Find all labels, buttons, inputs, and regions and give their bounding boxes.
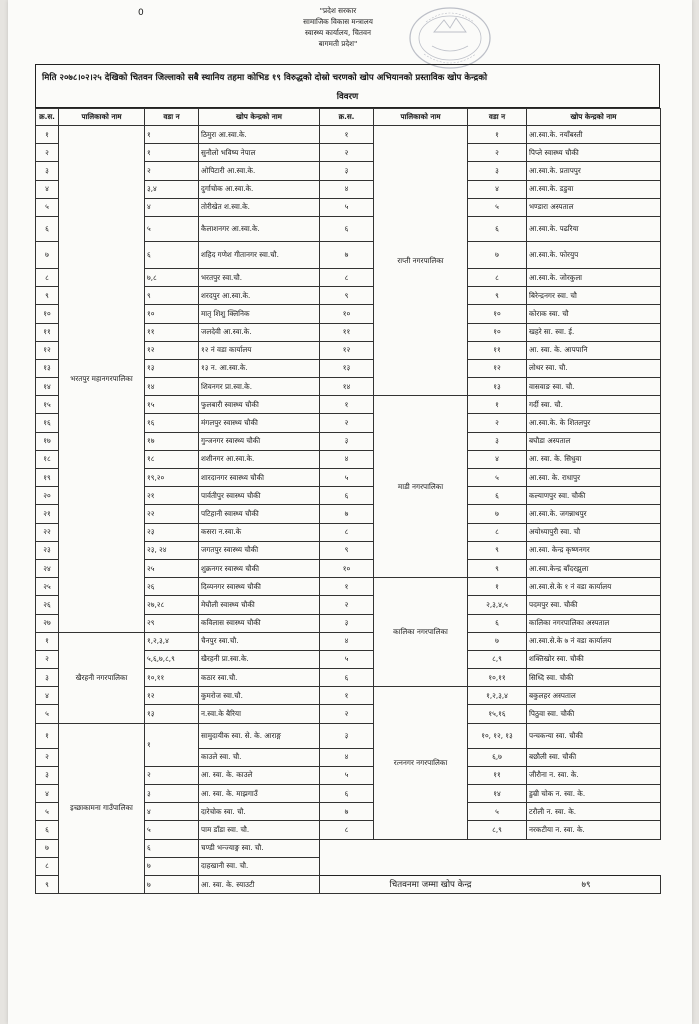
right-center-cell: शक्तिखोर स्वा. चौकी: [527, 650, 661, 668]
left-sn-cell: ११: [36, 323, 59, 341]
left-ward-cell: १: [145, 144, 199, 162]
left-center-cell: भरतपुर स्वा.चौ.: [199, 268, 320, 286]
right-center-cell: आ.स्वा.के. नयाँबस्ती: [527, 126, 661, 144]
left-ward-cell: ७: [145, 857, 199, 875]
left-sn-cell: १: [36, 723, 59, 748]
left-sn-cell: २४: [36, 559, 59, 577]
left-center-cell: सामुदायीक स्वा. से. के. आराङ्ग: [199, 723, 320, 748]
left-ward-cell: २६: [145, 578, 199, 596]
right-center-cell: आ. स्वा. के. आपपानि: [527, 341, 661, 359]
right-ward-cell: २: [468, 414, 527, 432]
right-center-cell: बकुलहर अस्पताल: [527, 687, 661, 705]
left-sn-cell: ३: [36, 162, 59, 180]
right-sn-cell: १०: [320, 305, 374, 323]
right-sn-cell: ९: [320, 287, 374, 305]
left-sn-cell: १२: [36, 341, 59, 359]
left-center-cell: मेघौली स्वास्थ्य चौकी: [199, 596, 320, 614]
left-sn-cell: ९: [36, 287, 59, 305]
right-ward-cell: ७: [468, 241, 527, 268]
right-palika-name-cell: माडी नगरपालिका: [374, 396, 468, 578]
left-ward-cell: १२: [145, 687, 199, 705]
left-sn-cell: २१: [36, 505, 59, 523]
left-ward-cell: १: [145, 723, 199, 766]
left-center-cell: दुर्गाचोक आ.स्वा.के.: [199, 180, 320, 198]
right-center-cell: कोराक स्वा. चौ: [527, 305, 661, 323]
left-sn-cell: ८: [36, 268, 59, 286]
letterhead-line: "प्रदेश सरकार: [319, 6, 357, 15]
right-center-cell: आ.स्वा.के. जगन्नाथपुर: [527, 505, 661, 523]
left-sn-cell: ७: [36, 839, 59, 857]
right-sn-cell: ८: [320, 523, 374, 541]
table-header-row: [36, 109, 661, 126]
right-ward-cell: १०: [468, 323, 527, 341]
right-ward-cell: १३: [468, 378, 527, 396]
right-center-cell: डुम्री चोक न. स्वा. के.: [527, 785, 661, 803]
right-sn-cell: ६: [320, 216, 374, 241]
right-center-cell: बिरेन्द्रनगर स्वा. चौ: [527, 287, 661, 305]
left-center-cell: तोरीखेत श.स्वा.के.: [199, 198, 320, 216]
left-ward-cell: १: [145, 126, 199, 144]
left-center-cell: आ. स्वा. के. काउले: [199, 766, 320, 784]
total-label: चितवनमा जम्मा खोप केन्द्र: [389, 879, 472, 890]
left-center-cell: फुलबारी स्वास्थ्य चौकी: [199, 396, 320, 414]
left-center-cell: शहिद गणेश गीतानगर स्वा.चौ.: [199, 241, 320, 268]
right-center-cell: आ.स्वा.के. प्रतापपुर: [527, 162, 661, 180]
right-ward-cell: ६: [468, 614, 527, 632]
left-sn-cell: ४: [36, 785, 59, 803]
left-center-cell: शशीनगर आ.स्वा.के.: [199, 450, 320, 468]
right-center-cell: पिठुवा स्वा. चौकी: [527, 705, 661, 723]
left-sn-cell: २०: [36, 487, 59, 505]
left-ward-cell: २३: [145, 523, 199, 541]
vaccination-centers-table: [35, 108, 661, 894]
right-center-cell: नरकटीया न. स्वा. के.: [527, 821, 661, 839]
right-sn-cell: ५: [320, 469, 374, 487]
left-sn-cell: २: [36, 650, 59, 668]
right-center-cell: गर्दी स्वा. चौ.: [527, 396, 661, 414]
right-sn-cell: ६: [320, 785, 374, 803]
left-sn-cell: ३: [36, 766, 59, 784]
right-ward-cell: १,२,३,४: [468, 687, 527, 705]
left-center-cell: आ. स्वा. के. माझगाउँ: [199, 785, 320, 803]
left-ward-cell: १०: [145, 305, 199, 323]
right-sn-cell: ९: [320, 541, 374, 559]
right-palika-name-cell: रत्ननगर नगरपालिका: [374, 687, 468, 839]
left-ward-cell: १४: [145, 378, 199, 396]
title-box: [35, 64, 660, 108]
right-ward-cell: ६: [468, 216, 527, 241]
left-center-cell: दाहखानी स्वा. चौ.: [199, 857, 320, 875]
right-sn-cell: २: [320, 596, 374, 614]
right-ward-cell: ९: [468, 559, 527, 577]
right-sn-cell: ५: [320, 766, 374, 784]
left-center-cell: जलदेवी आ.स्वा.के.: [199, 323, 320, 341]
right-ward-cell: १२: [468, 359, 527, 377]
document-sheet: [8, 0, 692, 1024]
left-center-cell: काउले स्वा. चौ.: [199, 748, 320, 766]
left-sn-cell: ५: [36, 803, 59, 821]
left-ward-cell: १०,११: [145, 669, 199, 687]
left-ward-cell: ६: [145, 839, 199, 857]
letterhead-line: स्वास्थ्य कार्यालय, चितवन: [304, 28, 372, 37]
left-center-cell: शरदपुर आ.स्वा.के.: [199, 287, 320, 305]
right-sn-cell: १: [320, 396, 374, 414]
right-center-cell: सिध्दि स्वा. चौकी: [527, 669, 661, 687]
right-sn-cell: ५: [320, 650, 374, 668]
right-palika-name-cell: कालिका नगरपालिका: [374, 578, 468, 687]
right-ward-cell: ७: [468, 632, 527, 650]
right-center-cell: टरौली न. स्वा. के.: [527, 803, 661, 821]
left-ward-cell: ६: [145, 241, 199, 268]
right-sn-cell: ७: [320, 505, 374, 523]
left-ward-cell: २७,२८: [145, 596, 199, 614]
left-ward-cell: १५: [145, 396, 199, 414]
right-ward-cell: ८,९: [468, 650, 527, 668]
left-center-cell: कसरा न.स्वा.के: [199, 523, 320, 541]
right-ward-cell: ८: [468, 523, 527, 541]
left-sn-cell: ४: [36, 180, 59, 198]
left-ward-cell: १२: [145, 341, 199, 359]
right-ward-cell: १०, १२, १३: [468, 723, 527, 748]
left-ward-cell: ११: [145, 323, 199, 341]
left-sn-cell: १: [36, 632, 59, 650]
right-center-cell: पिप्ले स्वास्थ्य चौकी: [527, 144, 661, 162]
right-center-cell: वासवाङ स्वा. चौ.: [527, 378, 661, 396]
right-sn-cell: ३: [320, 432, 374, 450]
right-sn-cell: ८: [320, 821, 374, 839]
left-center-cell: कठार स्वा.चौ.: [199, 669, 320, 687]
right-sn-cell: ४: [320, 632, 374, 650]
left-sn-cell: ८: [36, 857, 59, 875]
left-center-cell: पटिहानी स्वास्थ्य चौकी: [199, 505, 320, 523]
left-ward-cell: ३: [145, 785, 199, 803]
left-ward-cell: ४: [145, 198, 199, 216]
left-sn-cell: १८: [36, 450, 59, 468]
right-center-cell: कल्याणपुर स्वा. चौकी: [527, 487, 661, 505]
left-ward-cell: २९: [145, 614, 199, 632]
right-sn-cell: २: [320, 144, 374, 162]
right-center-cell: आ.स्वा.केन्द्र बाँदरझुला: [527, 559, 661, 577]
left-center-cell: दारेचोक स्वा. चौ.: [199, 803, 320, 821]
left-ward-cell: १९,२०: [145, 469, 199, 487]
right-center-cell: आ.स्वा.से.के १ नं वडा कार्यालय: [527, 578, 661, 596]
right-center-cell: आ.स्वा.के. डडुवा: [527, 180, 661, 198]
right-sn-cell: २: [320, 705, 374, 723]
right-center-cell: बछौली स्वा. चौकी: [527, 748, 661, 766]
left-ward-cell: १३: [145, 359, 199, 377]
right-sn-cell: ८: [320, 268, 374, 286]
right-sn-cell: ३: [320, 614, 374, 632]
right-ward-cell: ५: [468, 469, 527, 487]
right-sn-cell: १३: [320, 359, 374, 377]
left-ward-cell: १८: [145, 450, 199, 468]
right-sn-cell: १: [320, 578, 374, 596]
total-value: ७९: [581, 879, 591, 890]
right-ward-cell: ५: [468, 803, 527, 821]
left-ward-cell: २: [145, 162, 199, 180]
right-center-cell: आ.स्वा.के. पढरिया: [527, 216, 661, 241]
right-ward-cell: ९: [468, 541, 527, 559]
right-center-cell: आ.स्वा. के. राधापुर: [527, 469, 661, 487]
left-sn-cell: १७: [36, 432, 59, 450]
left-center-cell: १३ न. आ.स्वा.के.: [199, 359, 320, 377]
right-ward-cell: ४: [468, 180, 527, 198]
left-sn-cell: २७: [36, 614, 59, 632]
right-ward-cell: ७: [468, 505, 527, 523]
left-center-cell: चैनपुर स्वा.चौ.: [199, 632, 320, 650]
left-sn-cell: ६: [36, 821, 59, 839]
left-center-cell: मंगलपुर स्वास्थ्य चौकी: [199, 414, 320, 432]
right-sn-cell: ६: [320, 669, 374, 687]
left-ward-cell: ९: [145, 287, 199, 305]
left-palika-name-cell: भरतपुर महानगरपालिका: [59, 126, 145, 633]
left-palika-name-cell: इच्छाकामना गाउँपालिका: [59, 723, 145, 894]
left-center-cell: न.स्वा.के बैरिया: [199, 705, 320, 723]
right-sn-cell: ४: [320, 180, 374, 198]
left-sn-cell: २५: [36, 578, 59, 596]
right-center-cell: आ.स्वा.के. के शितलपुर: [527, 414, 661, 432]
right-ward-cell: २,३,४,५: [468, 596, 527, 614]
right-center-cell: पदमपुर स्वा. चौकी: [527, 596, 661, 614]
right-sn-cell: १: [320, 126, 374, 144]
left-sn-cell: ७: [36, 241, 59, 268]
right-center-cell: बघौडा अस्पताल: [527, 432, 661, 450]
right-sn-cell: २: [320, 414, 374, 432]
left-ward-cell: ७,८: [145, 268, 199, 286]
left-ward-cell: ५,६,७,८,९: [145, 650, 199, 668]
right-ward-cell: १०,११: [468, 669, 527, 687]
right-sn-cell: ६: [320, 487, 374, 505]
left-ward-cell: २१: [145, 487, 199, 505]
right-sn-cell: ७: [320, 241, 374, 268]
right-center-cell: पन्चकन्या स्वा. चौकी: [527, 723, 661, 748]
letterhead: [248, 5, 428, 49]
right-sn-cell: ४: [320, 450, 374, 468]
left-sn-cell: ९: [36, 875, 59, 893]
table-row: [36, 126, 661, 144]
left-ward-cell: ५: [145, 821, 199, 839]
left-center-cell: मातृ शिशु क्लिनिक: [199, 305, 320, 323]
left-ward-cell: २३, २४: [145, 541, 199, 559]
left-sn-cell: १: [36, 126, 59, 144]
left-center-cell: कुमरोज स्वा.चौ.: [199, 687, 320, 705]
left-center-cell: ओपिटारी आ.स्वा.के.: [199, 162, 320, 180]
left-ward-cell: १,२,३,४: [145, 632, 199, 650]
right-ward-cell: ११: [468, 341, 527, 359]
left-ward-cell: ४: [145, 803, 199, 821]
left-palika-name-cell: खैरहनी नगरपालिका: [59, 632, 145, 723]
right-ward-cell: १५,१६: [468, 705, 527, 723]
left-ward-cell: ५: [145, 216, 199, 241]
left-ward-cell: २५: [145, 559, 199, 577]
left-ward-cell: १६: [145, 414, 199, 432]
right-sn-cell: १०: [320, 559, 374, 577]
left-ward-cell: ३,४: [145, 180, 199, 198]
right-center-cell: आ. स्वा. के. सिधुवा: [527, 450, 661, 468]
left-sn-cell: ४: [36, 687, 59, 705]
left-sn-cell: १३: [36, 359, 59, 377]
left-sn-cell: २३: [36, 541, 59, 559]
right-center-cell: भण्डारा अस्पताल: [527, 198, 661, 216]
right-center-cell: लोथर स्वा. चौ.: [527, 359, 661, 377]
right-ward-cell: ६,७: [468, 748, 527, 766]
right-center-cell: आ.स्वा.के. जोरकुला: [527, 268, 661, 286]
left-sn-cell: १०: [36, 305, 59, 323]
left-sn-cell: ६: [36, 216, 59, 241]
page-number: 0: [138, 8, 144, 18]
left-center-cell: १२ नं वडा कार्यालय: [199, 341, 320, 359]
left-sn-cell: ३: [36, 669, 59, 687]
right-ward-cell: २: [468, 144, 527, 162]
right-center-cell: आ.स्वा.से.के ७ नं वडा कार्यालय: [527, 632, 661, 650]
right-sn-cell: १२: [320, 341, 374, 359]
table-row: [36, 632, 661, 650]
right-ward-cell: ८,९: [468, 821, 527, 839]
left-center-cell: शारदानगर स्वास्थ्य चौकी: [199, 469, 320, 487]
left-center-cell: सुनौलो भविष्य नेपाल: [199, 144, 320, 162]
right-center-cell: अयोध्यापुरी स्वा. चौ: [527, 523, 661, 541]
header-palika-left: पालिकाको नाम: [59, 109, 145, 126]
right-ward-cell: ३: [468, 162, 527, 180]
total-row: [320, 875, 661, 893]
header-center-left: खोप केन्द्रको नाम: [199, 109, 320, 126]
left-sn-cell: १९: [36, 469, 59, 487]
right-center-cell: जीरौना न. स्वा. के.: [527, 766, 661, 784]
left-sn-cell: २२: [36, 523, 59, 541]
left-center-cell: जगतपुर स्वास्थ्य चौकी: [199, 541, 320, 559]
document-title: मिति २०७८।०२।२५ देखिको चितवन जिल्लाको सबै स्थानिय तहमा कोभिड १९ विरुद्धको दोस्रो चरणको खोप अभियानको प्रस्ताविक खोप केन्द्रको: [42, 73, 488, 83]
header-palika-right: पालिकाको नाम: [374, 109, 468, 126]
left-ward-cell: ७: [145, 875, 199, 893]
right-ward-cell: ८: [468, 268, 527, 286]
left-center-cell: खैरहनी प्रा.स्वा.के.: [199, 650, 320, 668]
header-ward-left: वडा न: [145, 109, 199, 126]
right-sn-cell: ४: [320, 748, 374, 766]
right-ward-cell: ५: [468, 198, 527, 216]
right-ward-cell: ६: [468, 487, 527, 505]
right-sn-cell: ११: [320, 323, 374, 341]
right-ward-cell: १४: [468, 785, 527, 803]
header-sn-right: क्र.स.: [320, 109, 374, 126]
left-center-cell: शुक्रनगर स्वास्थ्य चौकी: [199, 559, 320, 577]
right-sn-cell: ३: [320, 162, 374, 180]
office-seal-stamp: [404, 2, 496, 72]
left-center-cell: आ. स्वा. के. स्याउटी: [199, 875, 320, 893]
left-ward-cell: २२: [145, 505, 199, 523]
left-center-cell: चण्डी भन्ज्याङ्ग स्वा. चौ.: [199, 839, 320, 857]
table-body: [36, 126, 661, 894]
left-sn-cell: १५: [36, 396, 59, 414]
right-ward-cell: १: [468, 126, 527, 144]
right-ward-cell: १: [468, 396, 527, 414]
left-center-cell: दिव्यनगर स्वास्थ्य चौकी: [199, 578, 320, 596]
right-center-cell: कालिका नगरपालिका अस्पताल: [527, 614, 661, 632]
right-ward-cell: ९: [468, 287, 527, 305]
right-ward-cell: ११: [468, 766, 527, 784]
letterhead-line: सामाजिक विकास मन्त्रालय: [303, 17, 373, 26]
right-sn-cell: ७: [320, 803, 374, 821]
blank-cell: [320, 839, 661, 875]
right-ward-cell: १०: [468, 305, 527, 323]
right-sn-cell: ५: [320, 198, 374, 216]
left-sn-cell: २६: [36, 596, 59, 614]
right-center-cell: आ.स्वा. केन्द्र कृष्णनगर: [527, 541, 661, 559]
left-sn-cell: १६: [36, 414, 59, 432]
letterhead-line: बागमती प्रदेश": [318, 39, 358, 48]
left-center-cell: पार्वतीपुर स्वास्थ्य चौकी: [199, 487, 320, 505]
right-palika-name-cell: राप्ती नगरपालिका: [374, 126, 468, 396]
right-center-cell: खहरे सा. स्वा. ई.: [527, 323, 661, 341]
right-sn-cell: १४: [320, 378, 374, 396]
right-sn-cell: ३: [320, 723, 374, 748]
left-sn-cell: २: [36, 144, 59, 162]
table-row: [36, 723, 661, 748]
left-center-cell: कैलाशनगर आ.स्वा.के.: [199, 216, 320, 241]
left-ward-cell: १७: [145, 432, 199, 450]
right-ward-cell: ३: [468, 432, 527, 450]
right-center-cell: आ.स्वा.के. फोरयुप: [527, 241, 661, 268]
left-sn-cell: १४: [36, 378, 59, 396]
header-center-right: खोप केन्द्रको नाम: [527, 109, 661, 126]
left-sn-cell: ५: [36, 198, 59, 216]
left-center-cell: गुन्जनगर स्वास्थ्य चौकी: [199, 432, 320, 450]
left-sn-cell: ५: [36, 705, 59, 723]
left-center-cell: ठिमुरा आ.स्वा.के.: [199, 126, 320, 144]
left-center-cell: कविलास स्वास्थ्य चौकी: [199, 614, 320, 632]
document-subtitle: विवरण: [336, 92, 359, 102]
left-sn-cell: २: [36, 748, 59, 766]
right-sn-cell: १: [320, 687, 374, 705]
header-sn-left: क्र.स.: [36, 109, 59, 126]
left-ward-cell: १३: [145, 705, 199, 723]
left-center-cell: पाम डाँडा स्वा. चौ.: [199, 821, 320, 839]
left-center-cell: शिवनगर प्रा.स्वा.के.: [199, 378, 320, 396]
right-ward-cell: ४: [468, 450, 527, 468]
header-ward-right: वडा न: [468, 109, 527, 126]
left-ward-cell: २: [145, 766, 199, 784]
right-ward-cell: १: [468, 578, 527, 596]
